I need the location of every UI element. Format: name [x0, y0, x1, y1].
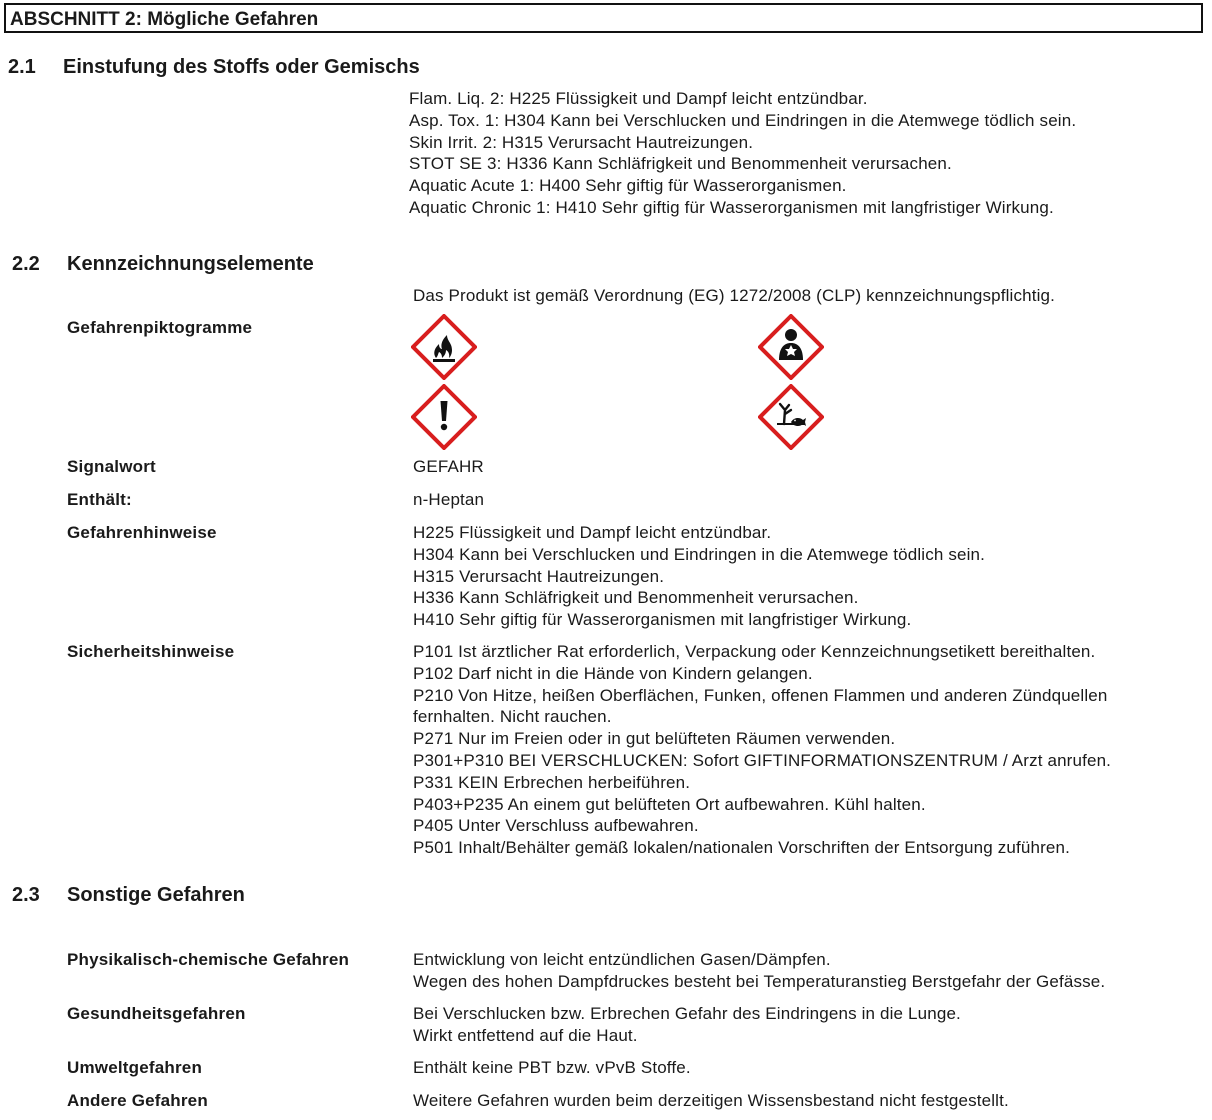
- hazard-statement: H315 Verursacht Hautreizungen.: [413, 566, 665, 586]
- other-hazards-label: Andere Gefahren: [67, 1091, 208, 1110]
- subsection-2-2-number: 2.2: [12, 253, 40, 275]
- flame-pictogram-icon: [411, 314, 477, 380]
- subsection-2-1-number: 2.1: [8, 56, 36, 78]
- pictograms-label: Gefahrenpiktogramme: [67, 318, 253, 337]
- environment-pictogram-icon: [758, 384, 824, 450]
- exclamation-pictogram-icon: [411, 384, 477, 450]
- precautionary-statement: P405 Unter Verschluss aufbewahren.: [413, 816, 699, 836]
- health-hazards-text: [413, 1003, 961, 1047]
- subsection-2-1-title: Einstufung des Stoffs oder Gemischs: [63, 56, 420, 78]
- physchem-hazards-text: [413, 949, 1105, 993]
- precautionary-statement: fernhalten. Nicht rauchen.: [413, 707, 612, 727]
- hazard-statements-list: [413, 522, 985, 631]
- classification-line: Flam. Liq. 2: H225 Flüssigkeit und Dampf leicht entzündbar.: [409, 89, 868, 108]
- labelling-intro: Das Produkt ist gemäß Verordnung (EG) 1272/2008 (CLP) kennzeichnungspflichtig.: [413, 286, 1055, 305]
- classification-line: Aquatic Chronic 1: H410 Sehr giftig für Wasserorganismen mit langfristiger Wirkung.: [409, 197, 1054, 217]
- subsection-2-3-title: Sonstige Gefahren: [67, 884, 245, 906]
- section-title: ABSCHNITT 2: Mögliche Gefahren: [10, 9, 319, 30]
- hazard-statement: H336 Kann Schläfrigkeit und Benommenheit verursachen.: [413, 588, 859, 608]
- classification-line: Aquatic Acute 1: H400 Sehr giftig für Wasserorganismen.: [409, 176, 847, 196]
- subsection-2-3-number: 2.3: [12, 884, 40, 906]
- signal-word-label: Signalwort: [67, 457, 156, 476]
- precautionary-statement: P210 Von Hitze, heißen Oberflächen, Funken, offenen Flammen und anderen Zündquellen: [413, 685, 1108, 705]
- precautionary-statements-label: Sicherheitshinweise: [67, 642, 235, 661]
- classification-line: STOT SE 3: H336 Kann Schläfrigkeit und Benommenheit verursachen.: [409, 154, 952, 174]
- physchem-hazard-line: Wegen des hohen Dampfdruckes besteht bei Temperaturanstieg Berstgefahr der Gefässe.: [413, 971, 1106, 991]
- health-hazards-label: Gesundheitsgefahren: [67, 1004, 246, 1023]
- physchem-hazard-line: Entwicklung von leicht entzündlichen Gasen/Dämpfen.: [413, 950, 831, 969]
- environment-hazards-text: Enthält keine PBT bzw. vPvB Stoffe.: [413, 1058, 691, 1077]
- classification-line: Skin Irrit. 2: H315 Verursacht Hautreizungen.: [409, 132, 754, 152]
- signal-word-value: GEFAHR: [413, 457, 484, 476]
- precautionary-statement: P102 Darf nicht in die Hände von Kindern gelangen.: [413, 663, 813, 683]
- contains-label: Enthält:: [67, 490, 132, 509]
- hazard-statement: H304 Kann bei Verschlucken und Eindringen in die Atemwege tödlich sein.: [413, 544, 986, 564]
- subsection-2-2-title: Kennzeichnungselemente: [67, 253, 314, 275]
- precautionary-statement: P271 Nur im Freien oder in gut belüfteten Räumen verwenden.: [413, 729, 896, 749]
- precautionary-statement: P301+P310 BEI VERSCHLUCKEN: Sofort GIFTINFORMATIONSZENTRUM / Arzt anrufen.: [413, 750, 1112, 770]
- health-hazard-line: Wirkt entfettend auf die Haut.: [413, 1025, 638, 1045]
- environment-hazards-label: Umweltgefahren: [67, 1058, 203, 1077]
- physchem-hazards-label: Physikalisch-chemische Gefahren: [67, 950, 350, 969]
- classification-list: [409, 88, 1076, 219]
- precautionary-statements-list: [413, 641, 1111, 859]
- classification-line: Asp. Tox. 1: H304 Kann bei Verschlucken und Eindringen in die Atemwege tödlich sein.: [409, 110, 1077, 130]
- precautionary-statement: P101 Ist ärztlicher Rat erforderlich, Verpackung oder Kennzeichnungsetikett bereithalten.: [413, 642, 1096, 661]
- hazard-statement: H410 Sehr giftig für Wasserorganismen mit langfristiger Wirkung.: [413, 610, 912, 630]
- health-hazard-line: Bei Verschlucken bzw. Erbrechen Gefahr des Eindringens in die Lunge.: [413, 1004, 961, 1023]
- hazard-statements-label: Gefahrenhinweise: [67, 523, 217, 542]
- other-hazards-text: Weitere Gefahren wurden beim derzeitigen Wissensbestand nicht festgestellt.: [413, 1091, 1009, 1110]
- health-hazard-pictogram-icon: [758, 314, 824, 380]
- precautionary-statement: P501 Inhalt/Behälter gemäß lokalen/nationalen Vorschriften der Entsorgung zuführen.: [413, 838, 1070, 858]
- hazard-statement: H225 Flüssigkeit und Dampf leicht entzündbar.: [413, 523, 772, 542]
- precautionary-statement: P331 KEIN Erbrechen herbeiführen.: [413, 772, 691, 792]
- precautionary-statement: P403+P235 An einem gut belüfteten Ort aufbewahren. Kühl halten.: [413, 794, 926, 814]
- contains-value: n-Heptan: [413, 490, 485, 509]
